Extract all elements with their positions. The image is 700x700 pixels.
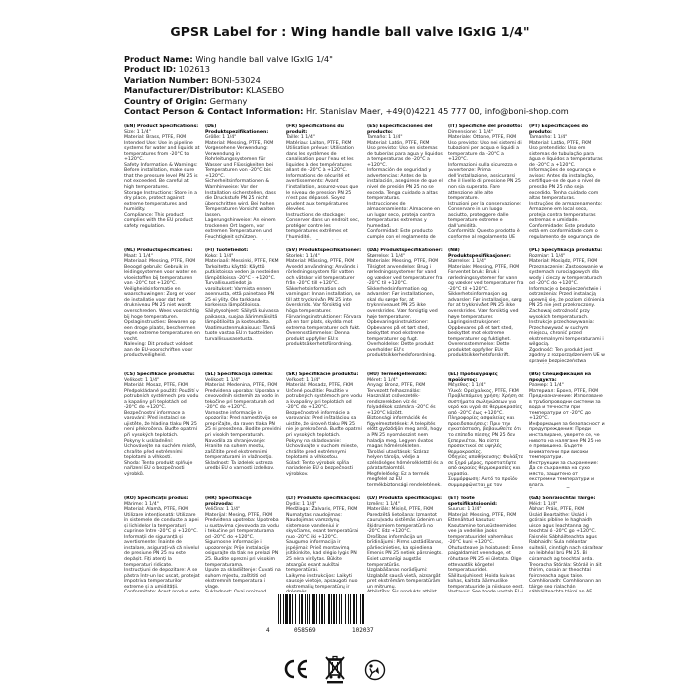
section-heading: (SK) Špecifikácie produktu: [286, 372, 359, 377]
barcode-digits-left: 058569 [294, 627, 316, 634]
meta-country-of-origin [124, 96, 684, 106]
section-heading: (ES) Especificaciones del producto: [367, 124, 433, 135]
section-heading: (CS) Specifikace produktu: [124, 372, 195, 377]
section-lv [367, 496, 443, 592]
barcode-bar [301, 594, 303, 624]
section-de [205, 124, 281, 240]
barcode-bar [295, 594, 296, 624]
section-body: Izmērs: 1 1/4" Materiāls: Misiņš, PTFE, FKM Paredzētā lietošana: Izmantot cauruļvadu sistēmās ūdenim un šķidrumiem temperatūrā no -20°C līdz +120°C. Drošības informācija un brīdinājumi: Pirms uzstādīšanas, pārliecinieties, ka spiediena līmenis PN 25 netiek pārsniegts. Esiet uzmanīgi augstās temperatūrās. Uzglabāšanas norādījumi: Uzglabāt sausā vietā, aizsargāt pret ekstrēmām temperatūrām un mitrumu. [367, 501, 443, 590]
barcode-bar [336, 594, 337, 624]
meta-value: KLASEBO [246, 85, 285, 96]
barcode-bar [345, 594, 346, 624]
barcode-bar [341, 594, 342, 624]
section-body: Suurus: 1 1/4" Materjal: Messing, PTFE, FKM Ettenähtud kasutus: Kasutamine torusüsteemides vee ja vedelike jaoks temperatuuridel vahemikus -20°C kuni +120°C. Ohutusteave ja hoiatused: Enne paigaldamist veenduge, et rõhutase PN 25 ei ületata. Olge ettevaatlik kõrgetel temperatuuridel. Säilitusjuhised: Hoida kuivas kohas, kaitsta äärmuslike temperatuuride ja niiskuse eest. [448, 507, 524, 590]
section-body: Dimensione: 1 1/4" Materiale: Ottone, PTFE, FKM Uso previsto: Uso nei sistemi di tubazioni per acqua e liquidi a temperature da -20°C a +120°C. Informazioni sulla sicurezza e avvertenze: Prima dell'installazione, assicurarsi che il livello di pressione PN 25 non sia superato. Fare attenzione alle alte temperature. Istruzioni per la conservazione: Conservare in un luogo asciutto, proteggere dalle temperature estreme e dall'umidità. Conformità: Questo prodotto è conforme al regolamento UE [448, 129, 522, 240]
barcode-bar [307, 594, 308, 624]
section-body: Velikost: 1 1/4" Materiál: Mosaz, PTFE, FKM Předpokládané použití: Použití v potrubních systémech pro vodu a kapaliny při teplotách od -20°C do +120°C. Bezpečnostní informace a varování: Před instalací se ujistěte, že hladina tlaku PN 25 není překročena. Buďte opatrní při vysokých teplotách. Pokyny k uskladnění: Uchovávejte na suchém místě, chraňte před extrémními teplotami a vlhkostí. Shoda: Tento produkt splňuje nařízení EU o bezpečnosti výrobků. [124, 377, 199, 477]
section-body: Размер: 1 1/4" Материал: Бронз, PTFE, FKM Предназначение: Използване в тръбопроводни системи за вода и течности при температури от -20°C до +120°C. Информация за безопасност и предупреждения: Преди инсталиране, уверете се, че нивото на налягане PN 25 не е превишено. Бъдете внимателни при високи температури. Инструкции за съхранение: Да се съхранява на сухо място, защитено от екстремни температури и влага. [529, 383, 605, 488]
section-sv [286, 248, 362, 364]
section-body: Size: 1 1/4" Material: Brass, PTFE, FKM Intended Use: Use in pipeline systems for water and liquids at temperatures from -20°C to +120°C. Safety Information & Warnings: Before installation, make sure that the pressure level PN 25 is not exceeded. Be careful at high temperatures. Storage Instructions: Store in a dry place, protect against extreme temperatures and humidity. Compliance: This product complies with the EU product safety regulation. [124, 129, 200, 229]
barcode-bar [278, 594, 279, 624]
section-body: Størrelse: 1 1/4" Materiale: Messing, PTFE, FKM Forventet bruk: Bruk i rørledningssystemer for vann og væsker ved temperaturer fra -20°C til +120°C. Sikkerhetsinformasjon og advarsler: Før installasjon, sørg for at trykknivået PN 25 ikke overskrides. Vær forsiktig ved høye temperaturer. Lagringsinstruksjoner: Oppbevares på et tørt sted, beskyttet mot ekstreme temperaturer og fuktighet. Overensstemmelse: Dette produktet oppfyller EUs produktsikkerhetsforskrift. [448, 259, 524, 359]
barcode-bar [339, 594, 340, 624]
section-heading: (DE) Produktspezifikationen: [205, 124, 269, 135]
barcode-bar [350, 594, 351, 624]
barcode-bar [305, 594, 306, 624]
meta-value: Hr. Stanislav Maer, +49(0)4221 45 777 00, info@boni-shop.com [306, 106, 569, 117]
barcode-bar [324, 594, 325, 624]
section-body: Tamanho: 1 1/4" Material: Latão, PTFE, FKM Uso pretendido: Uso em sistemas de tubulação para água e líquidos a temperaturas de -20°C a +120°C. Informações de segurança e avisos: Antes da instalação, certifique-se de que o nível de pressão PN 25 não seja excedido. Tenha cuidado com altas temperaturas. Instruções de armazenamento: Armazene em local seco, proteja contra temperaturas extremas e umidade. Conformidade: Este produto está em conformidade com o regulamento de segurança de [529, 135, 603, 240]
barcode-bar [356, 594, 357, 624]
section-body: Taille: 1 1/4" Matériau: Laiton, PTFE, FKM Utilisation prévue: Utilisation dans les systèmes de canalisation pour l'eau et les liquides à des températures allant de -20°C à +120°C. Informations de sécurité et avertissements: Avant l'installation, assurez-vous que le niveau de pression PN 25 n'est pas dépassé. Soyez prudent aux températures élevées. Instructions de stockage: Conserver dans un endroit sec, protéger contre les températures extrêmes et l'humidité. [286, 135, 360, 240]
section-sl [205, 372, 281, 488]
meta-key: Product ID: [124, 64, 177, 75]
barcode-bar [316, 594, 317, 624]
section-et [448, 496, 524, 592]
barcode-bar [348, 594, 349, 624]
section-body: Méret: 1 1/4" Anyag: Bronz, PTFE, FKM Tervezett felhasználás: Használat csővezeték-rendszerekben víz és folyadékok számára -20°C és +120°C között. Biztonsági információk és figyelmeztetések: A telepítés előtt győződjön meg arról, hogy a PN 25 nyomásszint nem haladja meg. Legyen óvatos magas hőmérsékleten. Tárolási utasítások: Száraz helyen tárolja, védje a szélsőséges hőmérséklettől és a páratartalomtól. Megfelelőség: Ez a termék megfelel az EU termékbiztonsági rendeletének. [367, 377, 443, 488]
meta-key: Product Name: [124, 54, 193, 64]
section-body: Storlek: 1 1/4" Material: Mässing, PTFE, FKM Avsedd användning: Används i rörledningssystem för vatten och vätskor vid temperaturer från -20°C till +120°C. Säkerhetsinformation och varningar: Innan installation, se till att trycknivån PN 25 inte överskrids. Var försiktig vid höga temperaturer. Förvaringsinstruktioner: Förvara på en torr plats, skydda mot extrema temperaturer och fukt. Överensstämmelse: Denna produkt uppfyller EU:s produktsäkerhetsförordning. [286, 253, 362, 348]
section-lt [286, 496, 362, 592]
section-heading: (HU) Termékjellemzők: [367, 372, 427, 377]
section-nl [124, 248, 200, 364]
section-heading: (NB) Produktspesifikasjoner: [448, 248, 511, 259]
language-sections [124, 124, 684, 592]
meta-key: Manufacturer/Distributor: [124, 85, 244, 96]
section-body: Velikost: 1 1/4" Material: Medenina, PTFE, FKM Predvidena uporaba: Uporaba v cevovodnih sistemih za vodo in tekočine pri temperaturah od -20°C do +120°C. Varnostne informacije in opozorila: Pred namestitvijo se prepričajte, da raven tlaka PN 25 ni presežena. Bodite previdni pri visokih temperaturah. Navodila za shranjevanje: Hranite na suhem mestu, zaščitite pred ekstremnimi temperaturami in vlažnostjo. Skladnost: Ta izdelek ustreza uredbi EU o varnosti izdelkov. [205, 377, 281, 472]
section-it [448, 124, 524, 240]
meta-product-name [124, 54, 684, 64]
meta-variation-number [124, 75, 684, 85]
section-body: Μέγεθος: 1 1/4" Υλικό: Ορείχαλκος, PTFE, FKM Προβλεπόμενη χρήση: Χρήση σε συστήματα σωληνώσεων για νερό και υγρά σε θερμοκρασίες από -20°C έως +120°C. Πληροφορίες ασφαλείας και προειδοποιήσεις: Πριν την εγκατάσταση, βεβαιωθείτε ότι το επίπεδο πίεσης PN 25 δεν ξεπερνιέται. Να είστε προσεκτικοί σε υψηλές θερμοκρασίες. Οδηγίες αποθήκευσης: Φυλάξτε σε ξηρό μέρος, προστατέψτε από ακραίες θερμοκρασίες και υγρασία. Συμμόρφωση: Αυτό το προϊόν συμμορφώνεται με τον [448, 383, 524, 488]
packaging-disposal-icon [363, 659, 387, 681]
barcode-bar [328, 594, 330, 624]
meta-key: Contact Person & Contact Information: [124, 106, 304, 117]
section-body: Koko: 1 1/4" Materiaali: Messinki, PTFE, FKM Tarkoitettu käyttö: Käyttö putkistoissa veden ja nesteiden lämpötiloissa -20°C - +120°C. Turvallisuustiedot ja varoitukset: Varmista ennen asennusta, että painetaso PN 25 ei ylity. Ole tarkkana korkeissa lämpötiloissa. Säilytysohjeet: Säilytä kuivassa paikassa, suojaa äärimmäisiltä lämpötiloilta ja kosteudelta. Vaatimustenmukaisuus: Tämä tuote vastaa EU:n tuotteiden turvallisuusasetusta. [205, 253, 280, 342]
section-bg [529, 372, 605, 488]
section-heading: (EL) Προδιαγραφές προϊόντος: [448, 372, 498, 383]
section-es [367, 124, 443, 240]
meta-key: Country of Origin: [124, 95, 208, 106]
section-heading: (HR) Specifikacije proizvoda: [205, 496, 252, 507]
section-body: Maat: 1 1/4" Materiaal: Messing, PTFE, FKM Beoogd gebruik: Gebruik in leidingsystemen voor water en vloeistoffen bij temperaturen van -20°C tot +120°C. Veiligheidsinformatie en waarschuwingen: Zorg er voor de installatie voor dat het drukniveau PN 25 niet wordt overschreden. Wees voorzichtig bij hoge temperaturen. Opslaginstructies: Bewaren op een droge plaats, beschermen tegen extreme temperaturen en vocht. Naleving: Dit product voldoet aan de EU-voorschriften voor productveiligheid. [124, 253, 200, 359]
barcode-bar [331, 594, 332, 624]
section-heading: (PT) Especificações do produto: [529, 124, 589, 135]
section-body: Méid: 1 1/4" Ábhar: Práis, PTFE, FKM Úsáid Beartaithe: Úsáid i gcórais píblíne le haghaidh uisce agus leachtanna ag teochtaí ó -20°C go +120°C. Faisnéis Sábháilteachta agus Rabhaidh: Sula ndéantar suiteáil, cinntigh nach sáraítear an leibhéal brú PN 25. Bí cúramach ag teochtaí arda. Treoracha Stórála: Stóráil in áit thirim, cosain ar theochtaí foircneacha agus taise. Comhlíonadh: Comhlíonann an táirge seo rialachán [529, 501, 604, 590]
section-body: Tamaño: 1 1/4" Material: Latón, PTFE, FKM Uso previsto: Uso en sistemas de tuberías para agua y líquidos a temperaturas de -20°C a +120°C. Información de seguridad y advertencias: Antes de la instalación, asegúrese de que el nivel de presión PN 25 no se exceda. Tenga cuidado a altas temperaturas. Instrucciones de almacenamiento: Almacene en un lugar seco, proteja contra temperaturas extremas y humedad. Conformidad: Este producto cumple con el reglamento de [367, 135, 443, 240]
section-body: Rozmiar: 1 1/4" Materiał: Mosiądz, PTFE, FKM Przeznaczenie: Zastosowanie w systemach rurociągowych dla wody i cieczy w temperaturach od -20°C do +120°C. Informacje o bezpieczeństwie i ostrzeżenia: Przed instalacją upewnij się, że poziom ciśnienia PN 25 nie jest przekroczony. Zachowaj ostrożność przy wysokich temperaturach. Instrukcje przechowywania: Przechowywać w suchym miejscu, chronić przed ekstremalnymi temperaturami i wilgocią. Zgodność: Ten produkt jest zgodny z rozporządzeniem UE w sprawie bezpieczeństwa [529, 253, 605, 364]
barcode-bar [360, 594, 361, 624]
meta-value: 102613 [178, 64, 210, 75]
weee-crossed-bin-icon [323, 654, 347, 684]
barcode-bar [333, 594, 335, 624]
barcode-bar [362, 594, 364, 624]
section-heading: (FI) Tuotetiedot: [205, 248, 249, 253]
ean-barcode [266, 594, 412, 636]
meta-manufacturer [124, 85, 684, 95]
barcode-bar [283, 594, 284, 624]
section-sk [286, 372, 362, 488]
section-pt [529, 124, 605, 240]
section-body: Størrelse: 1 1/4" Materiale: Messing, PTFE, FKM Tilsigtet anvendelse: Brug i rørledningssystemer for vand og væsker ved temperaturer fra -20°C til +120°C. Sikkerhedsinformation og advarsler: Før installationen, skal du sørge for, at tryknniveauet PN 25 ikke overskrides. Vær forsigtig ved høje temperaturer. Opbevaringsinstruktioner: Opbevares på et tørt sted, beskyttet mod ekstreme temperaturer og fugt. Overholdelse: Dette produkt overholder EU's produktsikkerhedsforordning. [367, 253, 443, 359]
section-ro [124, 496, 200, 592]
section-fi [205, 248, 281, 364]
section-en [124, 124, 200, 240]
section-heading: (EN) Product Specifications: [124, 124, 199, 129]
barcode-bar [319, 594, 320, 624]
section-heading: (PL) Specyfikacja produktu: [529, 248, 603, 253]
section-hu [367, 372, 443, 488]
barcode-bar [289, 594, 291, 624]
section-body: Mărime: 1 1/4" Material: Alamă, PTFE, FKM Utilizare intenționată: Utilizare în sistemele de conducte a apei și lichidelor la temperaturi cuprinse între -20°C și +120°C. Informații de siguranță și avertismente: Înainte de instalare, asigurați-vă că nivelul de presiune PN 25 nu este depășit. Fiți atenți la temperaturi ridicate. Instrucțiuni de depozitare: A se păstra într-un loc uscat, protejat împotriva temperaturilor extreme și a umidității. [124, 501, 200, 590]
meta-value: Germany [209, 95, 248, 106]
section-body: Größe: 1 1/4" Material: Messing, PTFE, FKM Vorgesehene Verwendung: Verwendung in Rohrleitungssystemen für Wasser und Flüssigkeiten bei Temperaturen von -20°C bis +120°C. Sicherheitsinformationen & Warnhinweise: Vor der Installation sicherstellen, dass die Druckstufe PN 25 nicht überschritten wird. Bei hohen Temperaturen Vorsicht walten lassen. Lagerungshinweise: An einem trockenen Ort lagern, vor extremen Temperaturen und Feuchtigkeit schützen. [205, 135, 276, 240]
section-heading: (IT) Specifiche del prodotto: [448, 124, 523, 129]
barcode-digit-prefix: 4 [266, 627, 270, 634]
barcode-bar [285, 594, 288, 624]
meta-value: BONI-53024 [211, 74, 261, 85]
section-el [448, 372, 524, 488]
barcode-bar [309, 594, 310, 624]
section-pl [529, 248, 605, 364]
barcode-bar [280, 594, 281, 624]
section-nb [448, 248, 524, 364]
section-body: Dydis: 1 1/4" Medžiaga: Žalvaris, PTFE, FKM Numatytas naudojimas: Naudojimas vamzdynų sistemose vandeniui ir skysčiams, esant temperatūrai nuo -20°C iki +120°C. Saugumo informacija ir įspėjimai: Prieš montavimą įsitikinkite, kad slėgio lygis PN 25 nėra viršytas. Būkite atsargūs esant aukštai temperatūrai. Laikymo instrukcijos: Laikyti sausoje vietoje, apsaugoti nuo ekstremalių temperatūrų ir [286, 501, 359, 590]
section-cs [124, 372, 200, 488]
section-body: Veličina: 1 1/4" Materijal: Mesing, PTFE, FKM Predviđena upotreba: Upotreba u sustavima cjevovoda za vodu i tekućine pri temperaturama od -20°C do +120°C. Sigurnosne informacije i upozorenja: Prije instalacije osigurajte da tlak ne prelazi PN 25. Budite oprezni pri visokim temperaturama. Upute za skladištenje: Čuvati na suhom mjestu, zaštititi od ekstremnih temperatura i vlage. [205, 507, 281, 590]
barcode-bars [276, 594, 402, 624]
section-heading: (GA) Sonraíochtaí Táirge: [529, 496, 596, 501]
barcode-bar [353, 594, 355, 624]
section-heading: (NL) Productspecificaties: [124, 248, 193, 253]
barcode-bar [292, 594, 293, 624]
section-heading: (LT) Produkto specifikacijos: [286, 496, 361, 501]
section-heading: (SV) Produktspecifikationer: [286, 248, 362, 253]
section-heading: (DA) Produktspecifikationer: [367, 248, 443, 253]
section-heading: (FR) Spécifications du produit: [286, 124, 344, 135]
barcode-bar [299, 594, 300, 624]
section-body: Veľkosť: 1 1/4" Materiál: Mosadz, PTFE, FKM Určené použitie: Použitie v potrubných systémoch pre vodu a kvapaliny pri teplotách od -20°C do +120°C. Bezpečnostné informácie a varovania: Pred inštaláciou sa uistite, že úroveň tlaku PN 25 nie je prekročená. Buďte opatrní pri vysokých teplotách. Pokyny na skladovanie: Uchovávajte v suchom mieste, chráňte pred extrémnymi teplotami a vlhkosťou. Súlad: Tento výrobok spĺňa nariadenie EÚ o bezpečnosti výrobkov. [286, 377, 362, 477]
section-fr [286, 124, 362, 240]
barcode-bar [312, 594, 315, 624]
product-meta [124, 54, 684, 116]
section-heading: (ET) Toote spetsifikatsioonid: [448, 496, 497, 507]
section-da [367, 248, 443, 364]
section-heading: (RO) Specificații produs: [124, 496, 189, 501]
ce-mark-icon [283, 658, 309, 680]
barcode-bar [321, 594, 323, 624]
meta-value: Wing handle ball valve IGxIG 1/4" [195, 54, 333, 64]
meta-key: Variation Number: [124, 74, 209, 85]
meta-contact [124, 106, 684, 116]
section-ga [529, 496, 605, 592]
section-hr [205, 496, 281, 592]
section-heading: (BG) Спецификация на продукта: [529, 372, 592, 383]
label-title: GPSR Label for : Wing handle ball valve IGxIG 1/4" [170, 24, 530, 39]
meta-product-id [124, 64, 684, 74]
section-heading: (SL) Specifikacija izdelka: [205, 372, 273, 377]
barcode-digits-right: 102037 [352, 627, 374, 634]
section-heading: (LV) Produkta specifikācijas: [367, 496, 442, 501]
